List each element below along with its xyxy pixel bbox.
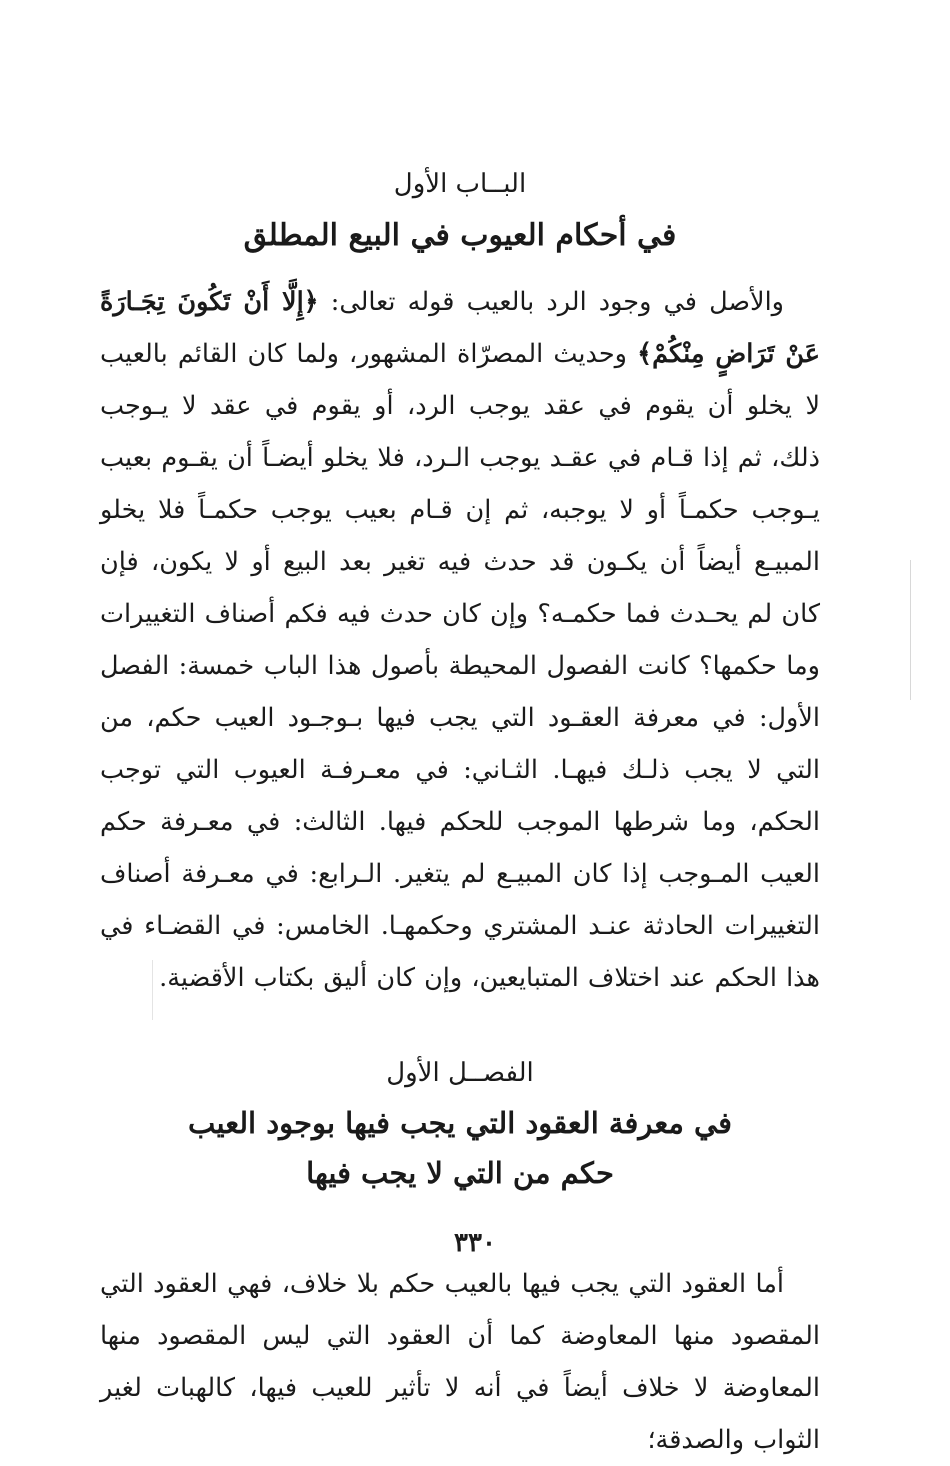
margin-mark (910, 560, 911, 700)
quran-verse: ﴿إِلَّا أَنْ تَكُونَ تِجَـارَةً عَنْ تَرَاضٍ مِنْكُمْ﴾ (100, 287, 821, 369)
margin-mark (152, 960, 153, 1020)
chapter-title: في أحكام العيوب في البيع المطلق (243, 218, 677, 253)
page-body (100, 160, 820, 1466)
section-title-line-2: حكم من التي لا يجب فيها (306, 1156, 614, 1190)
intro-text-after-verse: وحديث المصرّاة المشهور، ولما كان القائم بالعيب لا يخلو أن يقوم في عقد يوجب الرد، أو يقوم في عقد لا يـوجب ذلك، ثم إذا قـام في عقـد يوجب الـرد، فلا يخلو أيضـاً أن يقـوم بعيب يـوجب حكمـاً أو لا يوجبه، ثم إن قـام بعيب يوجب حكمـاً فلا يخلو المبيـع أيضاً أن يكـون قد حدث فيه تغير بعد البيع أو لا يكون، فإن كان لم يحـدث فما حكمـه؟ وإن كان حدث فيه فكم أصناف التغييرات وما حكمها؟ كانت الفصول المحيطة بأصول هذا الباب خمسة: الفصل الأول: في معرفة العقـود التي يجب فيها بـوجـود العيب حكم، من التي لا يجب ذلـك فيهـا. الثـاني: في معـرفـة العيوب التي توجب الحكم، وما شرطها الموجب للحكم فيها. الثالث: في معـرفة حكم العيب المـوجب إذا كان المبيـع لم يتغير. الـرابع: في معـرفة أصناف التغييرات الحادثة عنـد المشتري وحكمهـا. الخامس: في القضـاء في هذا الحكم عند اختلاف المتبايعين، وإن كان أليق بكتاب الأقضية. (100, 339, 820, 993)
chapter-label: البــاب الأول (393, 169, 527, 199)
section-title-line-1: في معرفة العقود التي يجب فيها بوجود العيب (188, 1106, 732, 1140)
section-heading (100, 1048, 820, 1198)
intro-text-before-verse: والأصل في وجود الرد بالعيب قوله تعالى: (318, 287, 784, 317)
section-label: الفصــل الأول (386, 1058, 534, 1088)
section-paragraph: أما العقود التي يجب فيها بالعيب حكم بلا خلاف، فهي العقود التي المقصود منها المعاوضة كما أن العقود التي ليس المقصود منها المعاوضة لا خلاف أيضاً في أنه لا تأثير للعيب فيها، كالهبات لغير الثواب والصدقة؛ (100, 1269, 820, 1455)
page-number: ٣٣٠ (454, 1228, 496, 1258)
intro-paragraph (100, 276, 820, 1004)
